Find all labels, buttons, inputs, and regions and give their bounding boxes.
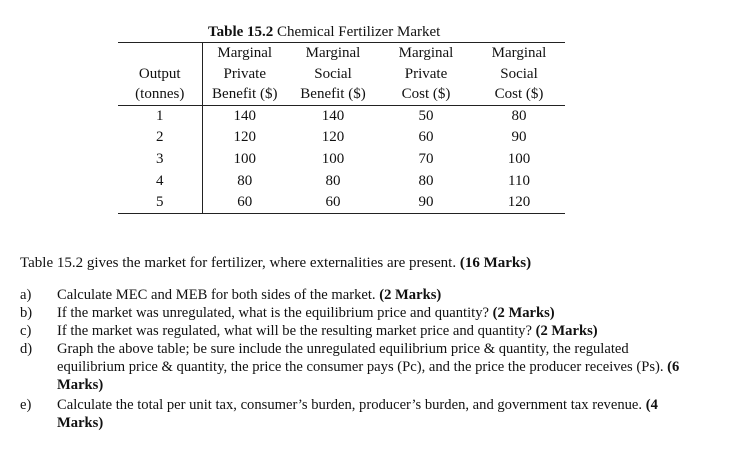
table-cell: 120 — [473, 192, 565, 214]
table-cell: 60 — [287, 192, 379, 214]
header-cell: Social — [314, 65, 352, 82]
question-marks: (2 Marks) — [492, 305, 555, 321]
question-body — [57, 322, 697, 340]
header-cell: Cost ($) — [379, 85, 473, 106]
header-cell: Cost ($) — [473, 85, 565, 106]
intro-text: Table 15.2 gives the market for fertilizer, where externalities are present. — [20, 255, 460, 271]
header-cell — [118, 43, 202, 64]
question-text: Calculate MEC and MEB for both sides of the market. — [57, 287, 380, 303]
table-cell: 4 — [118, 170, 202, 192]
table-cell: 100 — [507, 150, 531, 167]
table-number: Table 15.2 — [208, 24, 274, 40]
question-marks: (2 Marks) — [379, 287, 442, 303]
question-text: If the market was regulated, what will be the resulting market price and quantity? — [57, 323, 536, 339]
table-cell: 80 — [418, 172, 434, 189]
header-cell: Marginal — [202, 43, 287, 64]
table-title — [208, 24, 440, 41]
header-cell: Social — [500, 65, 538, 82]
table-cell: 70 — [418, 150, 434, 167]
table-row — [118, 127, 565, 149]
table-cell: 5 — [118, 192, 202, 214]
header-row-1 — [118, 43, 565, 64]
table-cell: 80 — [325, 172, 341, 189]
question-body — [57, 340, 697, 394]
table-cell: 50 — [418, 108, 434, 125]
intro-paragraph — [20, 255, 531, 272]
header-cell: Output — [118, 64, 202, 85]
question-marks: (6 Marks) — [57, 359, 680, 393]
header-cell: Private — [223, 65, 266, 82]
table-cell: 120 — [233, 129, 256, 146]
header-cell: Marginal — [287, 43, 379, 64]
table-cell: 110 — [508, 172, 530, 189]
header-cell: Benefit ($) — [202, 85, 287, 106]
intro-marks: (16 Marks) — [459, 255, 532, 271]
table-row — [118, 192, 565, 214]
header-row-2 — [118, 64, 565, 85]
fertilizer-market-table — [118, 42, 565, 214]
question-text: Calculate the total per unit tax, consumer’s burden, producer’s burden, and government tax revenue. — [57, 397, 646, 413]
question-label: b) — [20, 305, 33, 321]
table-row — [118, 106, 565, 128]
table-cell: 2 — [118, 127, 202, 149]
question-marks: (4 Marks) — [57, 397, 658, 431]
header-cell: Marginal — [379, 43, 473, 64]
header-cell: (tonnes) — [118, 85, 202, 106]
table-cell: 60 — [418, 129, 434, 146]
table-row — [118, 149, 565, 171]
table-cell: 60 — [202, 192, 287, 214]
question-label: d) — [20, 341, 33, 357]
question-text: Graph the above table; be sure include the unregulated equilibrium price & quantity, the regulated equilibrium price & quantity, the price the consumer pays (Pc), and the price the producer receives (Ps). — [57, 341, 668, 375]
table-cell: 3 — [118, 149, 202, 171]
table-cell: 80 — [237, 172, 253, 189]
question-label: e) — [20, 397, 32, 413]
header-cell: Benefit ($) — [287, 85, 379, 106]
question-text: If the market was unregulated, what is the equilibrium price and quantity? — [57, 305, 493, 321]
table-cell: 140 — [233, 108, 256, 125]
table-cell: 90 — [379, 192, 473, 214]
table-row — [118, 170, 565, 192]
header-cell: Marginal — [473, 43, 565, 64]
table-caption: Chemical Fertilizer Market — [273, 24, 441, 40]
table-cell: 1 — [118, 106, 202, 128]
question-body — [57, 286, 697, 304]
header-cell: Private — [404, 65, 448, 82]
table-cell: 80 — [511, 108, 527, 125]
table-cell: 90 — [511, 129, 527, 146]
table-cell: 100 — [233, 150, 256, 167]
table-cell: 140 — [321, 108, 345, 125]
header-row-3 — [118, 85, 565, 106]
question-body — [57, 304, 697, 322]
question-label: c) — [20, 323, 32, 339]
table-cell: 100 — [321, 150, 345, 167]
question-label: a) — [20, 287, 32, 303]
question-marks: (2 Marks) — [535, 323, 598, 339]
table-cell: 120 — [321, 129, 345, 146]
question-body — [57, 396, 697, 432]
